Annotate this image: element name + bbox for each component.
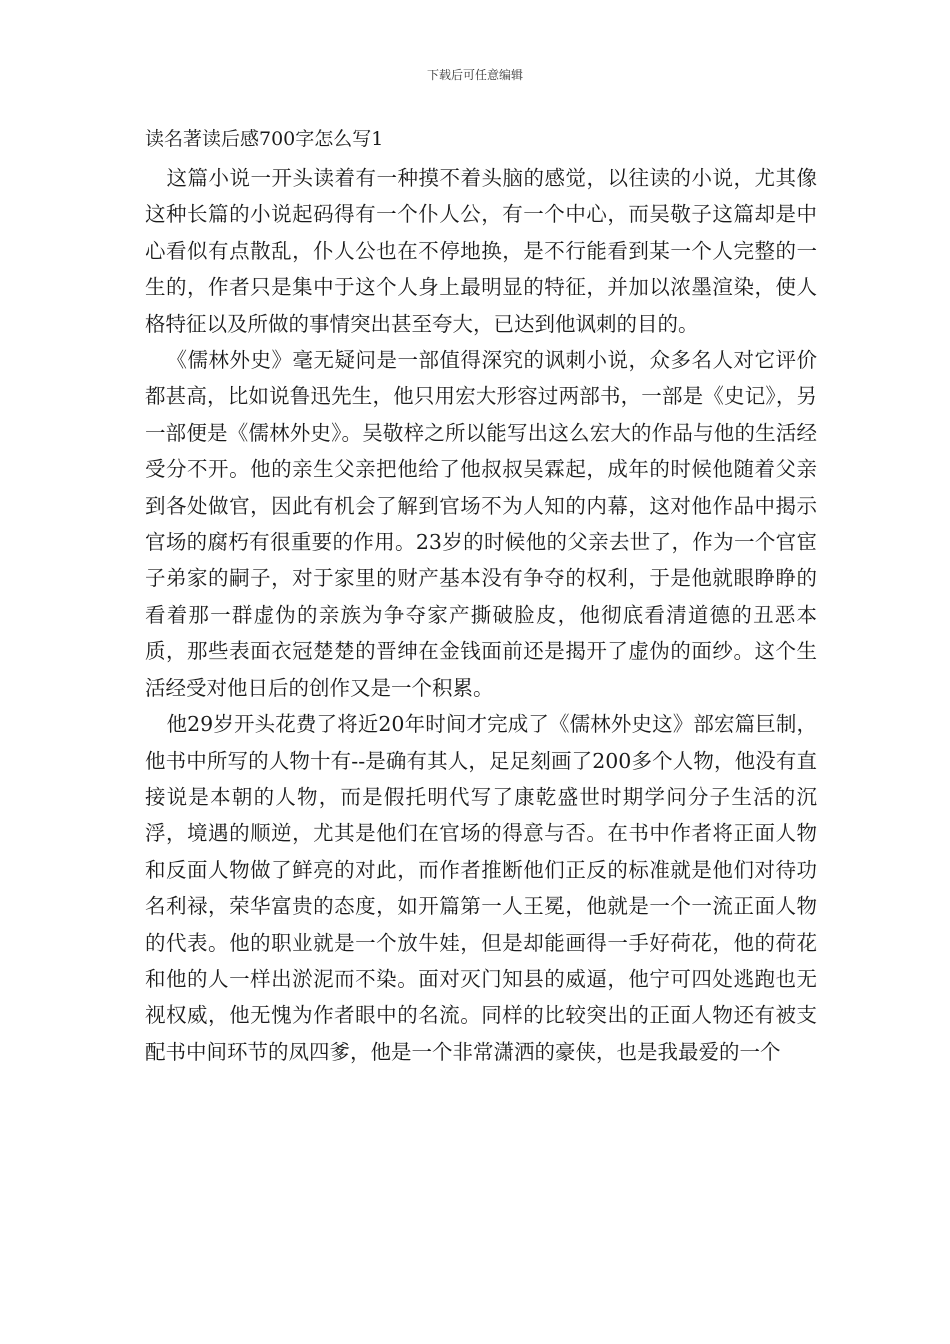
document-title: 读名著读后感700字怎么写1 bbox=[145, 128, 384, 150]
paragraph-1: 这篇小说一开头读着有一种摸不着头脑的感觉，以往读的小说，尤其像这种长篇的小说起码得有一个仆人公，有一个中心，而吴敬子这篇却是中心看似有点散乱，仆人公也在不停地换，是不行能看到某一个人完整的一生的，作者只是集中于这个人身上最明显的特征，并加以浓墨渲染，使人格特征以及所做的事情突出甚至夸大，已达到他讽刺的目的。 bbox=[145, 166, 817, 336]
page-header: 下载后可任意编辑 bbox=[426, 68, 523, 82]
paragraph-3: 他29岁开头花费了将近20年时间才完成了《儒林外史这》部宏篇巨制，他书中所写的人物十有--是确有其人，足足刻画了200多个人物，他没有直接说是本朝的人物，而是假托明代写了康乾盛世时期学问分子生活的沉浮，境遇的顺逆，尤其是他们在官场的得意与否。在书中作者将正面人物和反面人物做了鲜亮的对此，而作者推断他们正反的标准就是他们对待功名利禄，荣华富贵的态度，如开篇第一人王冕，他就是一个一流正面人物的代表。他的职业就是一个放牛娃，但是却能画得一手好荷花，他的荷花和他的人一样出淤泥而不染。面对灭门知县的威逼，他宁可四处逃跑也无视权威，他无愧为作者眼中的名流。同样的比较突出的正面人物还有被支配书中间环节的凤四爹，他是一个非常潇洒的豪侠，也是我最爱的一个 bbox=[145, 712, 817, 1064]
document-body bbox=[145, 124, 817, 1070]
paragraph-2: 《儒林外史》毫无疑问是一部值得深究的讽刺小说，众多名人对它评价都甚高，比如说鲁迅先生，他只用宏大形容过两部书，一部是《史记》，另一部便是《儒林外史》。吴敬梓之所以能写出这么宏大的作品与他的生活经受分不开。他的亲生父亲把他给了他叔叔吴霖起，成年的时候他随着父亲到各处做官，因此有机会了解到官场不为人知的内幕，这对他作品中揭示官场的腐朽有很重要的作用。23岁的时候他的父亲去世了，作为一个官宦子弟家的嗣子，对于家里的财产基本没有争夺的权利，于是他就眼睁睁的看着那一群虚伪的亲族为争夺家产撕破脸皮，他彻底看清道德的丑恶本质，那些表面衣冠楚楚的晋绅在金钱面前还是揭开了虚伪的面纱。这个生活经受对他日后的创作又是一个积累。 bbox=[145, 348, 817, 700]
